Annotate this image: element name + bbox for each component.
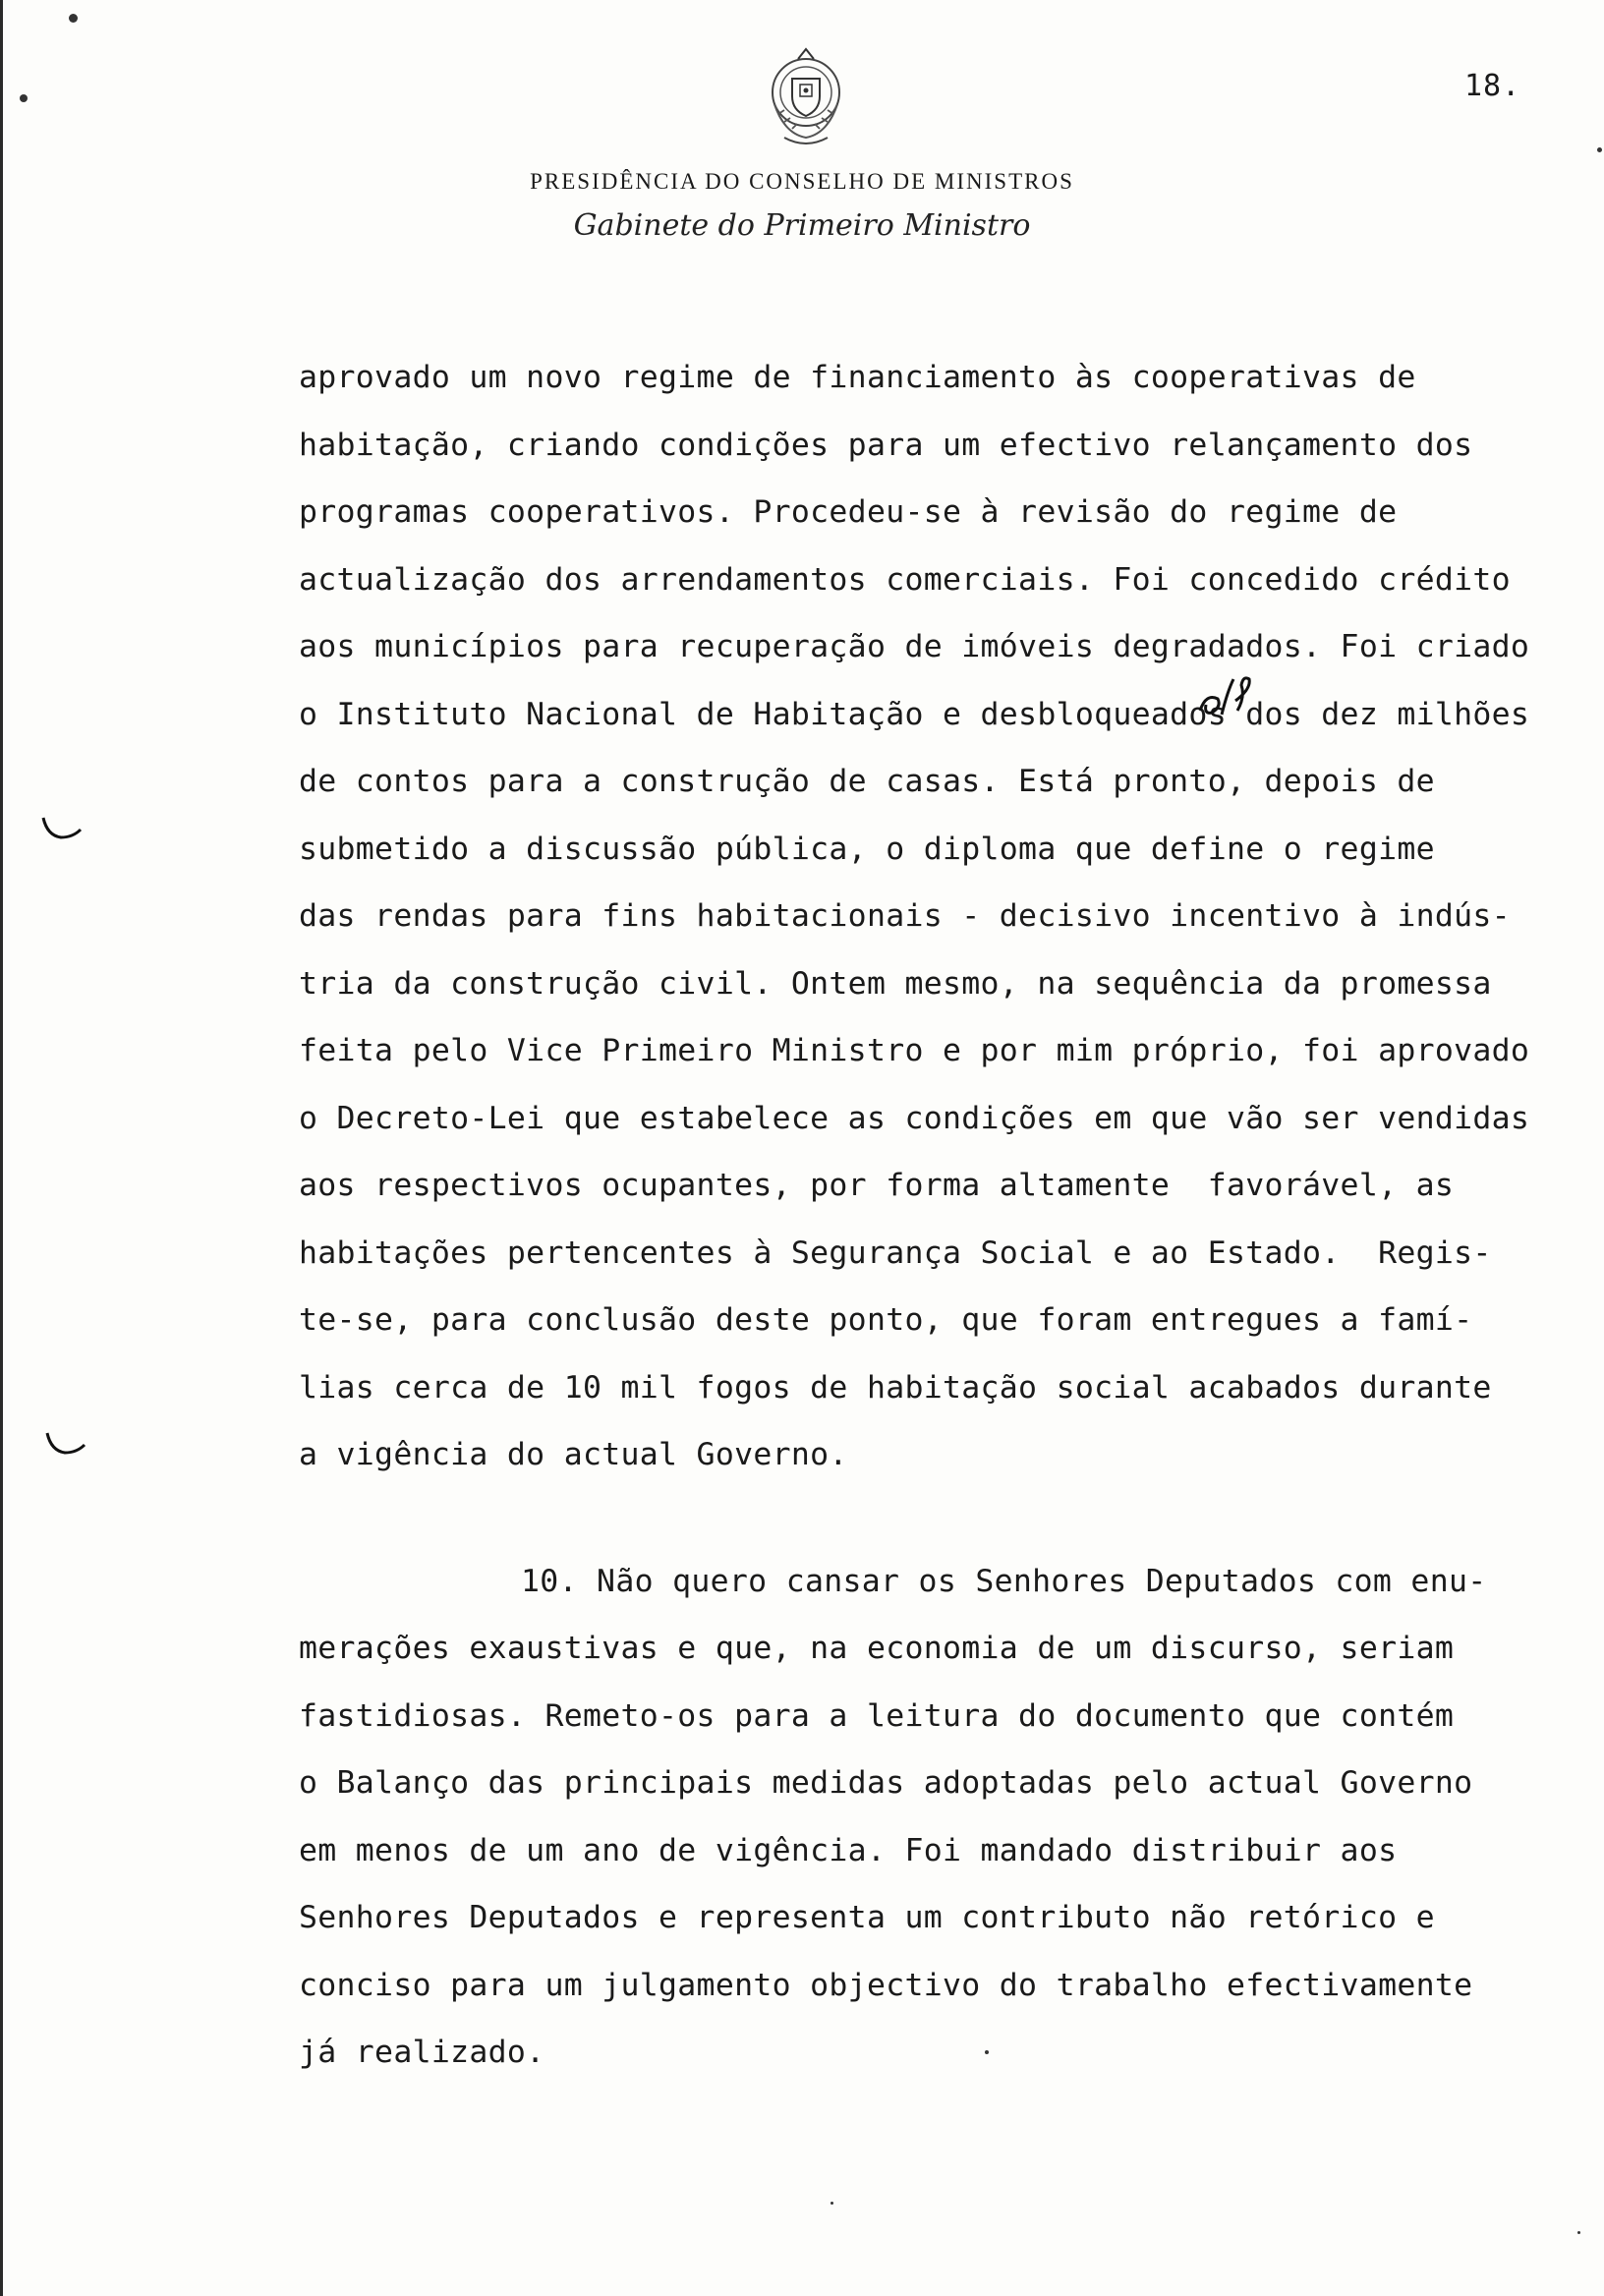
text-line: das rendas para fins habitacionais - decisivo incentivo à indús- (299, 898, 1511, 934)
text-line: aos respectivos ocupantes, por forma altamente favorável, as (299, 1168, 1455, 1203)
page-left-edge (0, 0, 3, 2296)
text-line: actualização dos arrendamentos comerciais. Foi concedido crédito (299, 561, 1511, 598)
document-header-subtitle: Gabinete do Primeiro Ministro (573, 208, 1031, 243)
text-line: de contos para a construção de casas. Está pronto, depois de (299, 764, 1435, 799)
scan-speck (831, 2202, 833, 2205)
page-number: 18. (1464, 69, 1521, 103)
document-header-title: PRESIDÊNCIA DO CONSELHO DE MINISTROS (530, 169, 1074, 194)
scan-speck (1577, 2231, 1580, 2234)
text-line: em menos de um ano de vigência. Foi mandado distribuir aos (299, 1832, 1398, 1868)
text-line: habitação, criando condições para um efectivo relançamento dos (299, 427, 1473, 463)
text-line: te-se, para conclusão deste ponto, que foram entregues a famí- (299, 1302, 1473, 1338)
scan-speck (69, 14, 78, 23)
text-line: o Decreto-Lei que estabelece as condições em que vão ser vendidas (299, 1100, 1530, 1136)
text-line: fastidiosas. Remeto-os para a leitura do documento que contém (299, 1697, 1455, 1734)
body-text (299, 344, 1604, 2087)
text-line: aprovado um novo regime de financiamento às cooperativas de (299, 360, 1416, 395)
text-line: habitações pertencentes à Segurança Social e ao Estado. Regis- (299, 1234, 1492, 1271)
text-line: tria da construção civil. Ontem mesmo, na sequência da promessa (299, 965, 1492, 1002)
margin-check-mark (37, 814, 86, 843)
text-line: merações exaustivas e que, na economia de um discurso, seriam (299, 1631, 1455, 1666)
scan-speck (20, 94, 28, 102)
margin-check-mark (41, 1429, 90, 1459)
text-line: o Instituto Nacional de Habitação e desbloqueados dos dez milhões (299, 696, 1530, 732)
paragraph-gap (299, 1489, 1604, 1548)
text-line: lias cerca de 10 mil fogos de habitação social acabados durante (299, 1369, 1492, 1406)
text-line: feita pelo Vice Primeiro Ministro e por mim próprio, foi aprovado (299, 1033, 1530, 1068)
text-line: submetido a discussão pública, o diploma que define o regime (299, 831, 1435, 867)
scan-speck (985, 2050, 989, 2054)
text-line: a vigência do actual Governo. (299, 1437, 848, 1472)
text-line: aos municípios para recuperação de imóveis degradados. Foi criado (299, 629, 1530, 664)
text-line: 10. Não quero cansar os Senhores Deputados com enu- (521, 1563, 1487, 1599)
coat-of-arms-seal-icon (745, 35, 867, 157)
handwritten-correction-mark (1192, 671, 1261, 722)
text-line: já realizado. (299, 2035, 545, 2070)
text-line: o Balanço das principais medidas adoptadas pelo actual Governo (299, 1765, 1473, 1801)
text-line: programas cooperativos. Procedeu-se à revisão do regime de (299, 494, 1398, 530)
text-line: Senhores Deputados e representa um contributo não retórico e (299, 1900, 1435, 1935)
scan-speck (1597, 147, 1602, 152)
text-line: conciso para um julgamento objectivo do trabalho efectivamente (299, 1967, 1473, 2003)
